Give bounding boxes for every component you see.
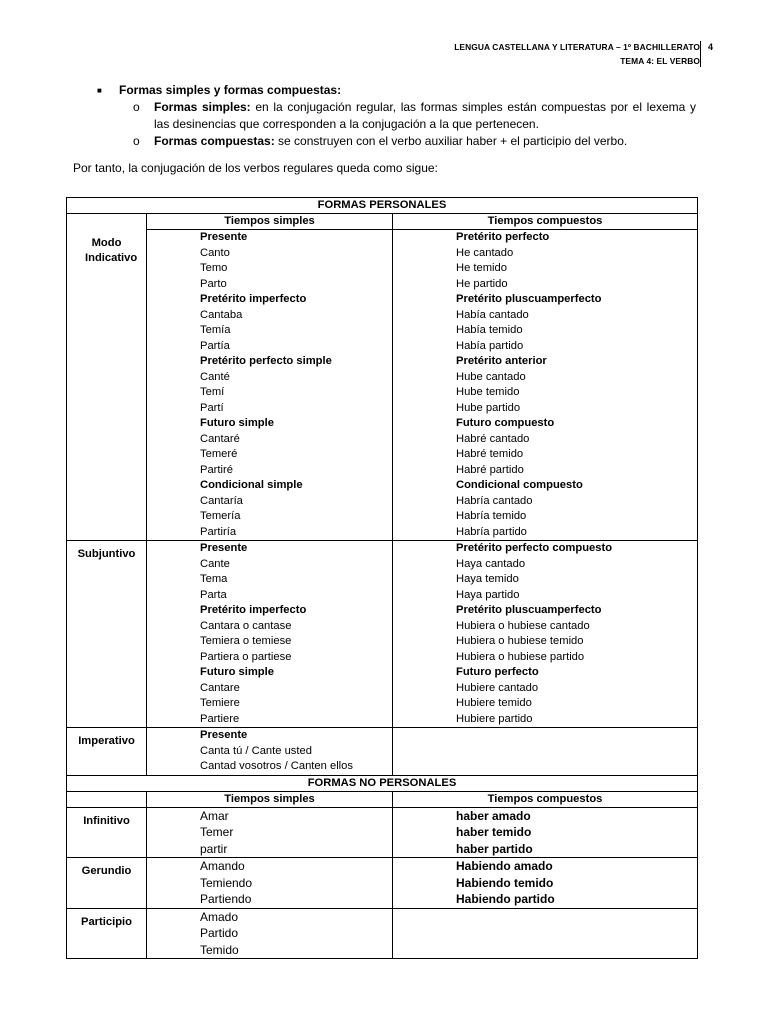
verb-form: Hubiere partido <box>456 712 533 725</box>
verb-form: Tema <box>200 573 228 585</box>
simple-definition: en la conjugación regular, las formas simples están compuestas por el lexema y las desinencias que corresponden a la conjugación a la que pertenecen. <box>154 100 696 131</box>
verb-form: He partido <box>456 277 508 290</box>
verb-form: Habré partido <box>456 463 524 476</box>
verb-form: Partiría <box>200 525 237 538</box>
verb-form: Partido <box>200 926 239 940</box>
tense-name: Pretérito perfecto <box>456 231 550 243</box>
square-bullet-icon: ■ <box>97 86 102 95</box>
verb-form: Temiendo <box>200 875 253 890</box>
tense-name: Presente <box>200 542 248 554</box>
verb-form: Canté <box>200 370 230 383</box>
conjugation-table-body <box>67 198 698 959</box>
simple-forms-cell <box>147 858 393 909</box>
tense-name: haber amado <box>456 808 531 823</box>
header-divider <box>700 41 701 67</box>
section-title-personal: FORMAS PERSONALES <box>67 198 698 214</box>
bullet-item <box>72 82 696 99</box>
simple-forms-cell <box>147 541 393 728</box>
conjugation-table <box>66 197 698 959</box>
verb-form: Había cantado <box>456 308 529 321</box>
tense-name: Pretérito anterior <box>456 355 547 367</box>
verb-form: partir <box>200 841 228 856</box>
mode-row <box>67 230 698 541</box>
tense-name: Futuro simple <box>200 666 274 678</box>
tense-name: Pretérito perfecto compuesto <box>456 542 613 554</box>
verb-form: Partí <box>200 401 224 414</box>
verb-form: Hubiera o hubiese partido <box>456 650 585 663</box>
verb-form: Partiera o partiese <box>200 650 292 663</box>
verb-form: Hube temido <box>456 386 520 398</box>
tense-name: Condicional compuesto <box>456 479 583 491</box>
form-label: Participio <box>67 908 147 959</box>
verb-form: Cante <box>200 557 230 570</box>
tense-name: Habiendo temido <box>456 875 554 890</box>
verb-form: Partía <box>200 339 230 352</box>
verb-form: Temiera o temiese <box>200 635 292 647</box>
verb-form: Parta <box>200 588 227 601</box>
verb-form: Parto <box>200 277 227 290</box>
compound-forms-cell <box>393 908 698 959</box>
col-header-compound: Tiempos compuestos <box>393 791 698 807</box>
verb-form: Cantaré <box>200 432 240 445</box>
verb-form: Partiendo <box>200 892 252 906</box>
corner-cell <box>67 791 147 807</box>
col-header-simple: Tiempos simples <box>147 791 393 807</box>
verb-form: Canta tú / Cante usted <box>200 744 312 757</box>
tense-name: Condicional simple <box>200 479 303 491</box>
intro-section <box>72 82 696 177</box>
verb-form: Habría cantado <box>456 494 533 507</box>
simple-forms-cell <box>147 908 393 959</box>
verb-form: Temí <box>200 386 225 398</box>
tense-name: Habiendo partido <box>456 892 555 906</box>
verb-form: Habría temido <box>456 510 527 522</box>
circle-bullet-icon: o <box>133 100 140 114</box>
compound-term: Formas compuestas: <box>154 134 275 148</box>
verb-form: Había temido <box>456 324 523 336</box>
section-title-row <box>67 198 698 214</box>
verb-form: Temido <box>200 942 239 957</box>
circle-bullet-icon: o <box>133 134 140 148</box>
running-header <box>454 40 700 68</box>
verb-form: Hubiere temido <box>456 697 532 709</box>
verb-form: Amado <box>200 909 239 924</box>
form-row <box>67 807 698 858</box>
tense-name: haber partido <box>456 841 533 856</box>
simple-forms-cell <box>147 728 393 776</box>
verb-form: Cantare <box>200 681 240 694</box>
compound-forms-cell <box>393 807 698 858</box>
verb-form: Haya temido <box>456 573 519 585</box>
compound-forms-cell <box>393 728 698 776</box>
tense-name: Pretérito perfecto simple <box>200 355 332 367</box>
section-title-row <box>67 775 698 791</box>
lead-paragraph: Por tanto, la conjugación de los verbos regulares queda como sigue: <box>73 161 438 175</box>
column-header-row <box>67 214 698 230</box>
column-header-row <box>67 791 698 807</box>
form-label: Infinitivo <box>67 807 147 858</box>
verb-form: He cantado <box>456 246 514 259</box>
simple-term: Formas simples: <box>154 100 251 114</box>
page-number: 4 <box>708 42 714 52</box>
compound-definition: se construyen con el verbo auxiliar haber + el participio del verbo. <box>274 134 628 148</box>
mode-row <box>67 728 698 776</box>
form-row <box>67 858 698 909</box>
simple-forms-cell <box>147 807 393 858</box>
verb-form: Habré temido <box>456 448 524 460</box>
tense-name: Futuro perfecto <box>456 666 539 678</box>
tense-name: Pretérito imperfecto <box>200 604 307 616</box>
verb-form: Había partido <box>456 339 524 352</box>
verb-form: Amar <box>200 808 229 823</box>
verb-form: Hube partido <box>456 401 521 414</box>
form-row <box>67 908 698 959</box>
compound-forms-cell <box>393 858 698 909</box>
verb-form: Hube cantado <box>456 370 526 383</box>
verb-form: Hubiera o hubiese cantado <box>456 619 590 632</box>
verb-form: Cantara o cantase <box>200 619 292 632</box>
tense-name: haber temido <box>456 825 532 839</box>
verb-form: Hubiera o hubiese temido <box>456 635 584 647</box>
verb-form: Cantaba <box>200 308 243 321</box>
verb-form: Temía <box>200 324 231 336</box>
verb-form: Temer <box>200 825 234 839</box>
verb-form: Habría partido <box>456 525 527 538</box>
compound-forms-cell <box>393 230 698 541</box>
form-label: Gerundio <box>67 858 147 909</box>
header-topic: TEMA 4: EL VERBO <box>620 56 700 66</box>
tense-name: Pretérito pluscuamperfecto <box>456 293 602 305</box>
tense-name: Presente <box>200 729 248 741</box>
section-title-nonpersonal: FORMAS NO PERSONALES <box>67 775 698 791</box>
verb-form: Cantad vosotros / Canten ellos <box>200 760 353 772</box>
verb-form: Temería <box>200 510 241 522</box>
verb-form: Hubiere cantado <box>456 681 539 694</box>
mode-row <box>67 541 698 728</box>
tense-name: Futuro compuesto <box>456 417 555 429</box>
sub-item-compound <box>72 133 696 150</box>
tense-name: Habiendo amado <box>456 859 553 873</box>
compound-forms-cell <box>393 541 698 728</box>
verb-form: Haya partido <box>456 588 520 601</box>
sub-item-simple <box>72 99 696 133</box>
verb-form: Partiré <box>200 463 233 476</box>
verb-form: Habré cantado <box>456 432 530 445</box>
verb-form: Haya cantado <box>456 557 526 570</box>
verb-form: Temiere <box>200 697 240 709</box>
col-header-simple: Tiempos simples <box>147 214 393 230</box>
verb-form: Temo <box>200 262 228 274</box>
tense-name: Pretérito pluscuamperfecto <box>456 604 602 616</box>
tense-name: Presente <box>200 231 248 243</box>
verb-form: Amando <box>200 859 245 873</box>
mode-label: Subjuntivo <box>67 541 147 728</box>
tense-name: Futuro simple <box>200 417 274 429</box>
mode-label: Imperativo <box>67 728 147 776</box>
verb-form: Temeré <box>200 448 238 460</box>
bullet-heading: Formas simples y formas compuestas: <box>119 83 342 97</box>
verb-form: He temido <box>456 262 507 274</box>
verb-form: Partiere <box>200 712 240 725</box>
mode-label: Modo Indicativo <box>67 230 147 541</box>
verb-form: Canto <box>200 246 230 259</box>
tense-name: Pretérito imperfecto <box>200 293 307 305</box>
corner-cell <box>67 214 147 230</box>
header-course: LENGUA CASTELLANA Y LITERATURA – 1º BACHILLERATO <box>454 42 700 52</box>
verb-form: Cantaría <box>200 494 243 507</box>
col-header-compound: Tiempos compuestos <box>393 214 698 230</box>
simple-forms-cell <box>147 230 393 541</box>
